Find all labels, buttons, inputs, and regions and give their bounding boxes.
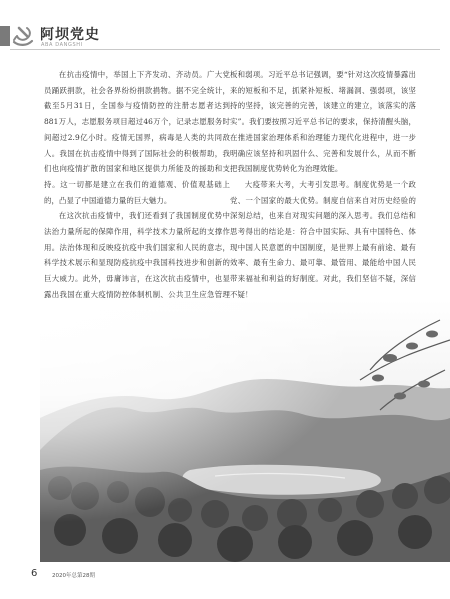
article-paragraph: 在这次抗击疫情中，我们还看到了我国制度优势中法治力量所起的保障作用，科学技术力量所起的支撑作用。法治体现和反映疫抗疫中我们国家和人民的意志，科学技术展示和显现防疫抗疫中我国科技进步和创新的巨大威力。此外，毋庸讳言，在这次抗击疫情中，也显露出我国在重大疫情防控体制机制、公共卫生应急管理 — [44, 211, 230, 299]
issue-label: 2020年总第28期 — [52, 573, 95, 579]
article-paragraph: 板和弱项。习近平总书记强调，要“针对这次疫情暴露出来的短板和不足，抓紧补短板、堵漏洞、强弱项，该坚持的坚持，该完善的完善，该建立的建立，该落实的落实”。我们要按照习近平总书记的要求，保持清醒头脑，在推进国家治理体系和治理能力现代化进程中，进一步明确应该坚持和巩固什么、完善和发展什么，从而不断把我国制度优势转化为治理效能。 — [230, 70, 416, 174]
magazine-title: 阿坝党史 — [40, 27, 100, 43]
page-number: 6 — [31, 568, 38, 579]
masthead — [0, 0, 450, 56]
landscape-photo — [40, 300, 450, 562]
magazine-subtitle: ABA DANGSHI — [41, 42, 83, 48]
article-paragraph: 在抗击疫情中，举国上下齐发动、齐动员。广大党员踊跃捐款，社会各界纷纷捐款捐物。据不完全统计，截至5月31日，全国参与疫情防控的注册志愿者达到881万人，志愿服务项目超过46万个，记录志愿服务时间超过2.9亿小时。疫情无国界，病毒是人类的共同敌人。我国在抗击疫情中得到了国际社会的积极帮助，我们也向疫情扩散的国家和地区提供力所能及的援助和支持。这一切都是建立在我们的道德观、价值观基础上的，凸显了中国道德力量的巨大魅力。 — [44, 70, 230, 205]
article-column-right — [230, 67, 416, 318]
masthead-bar — [0, 26, 10, 46]
article-column-left — [44, 67, 230, 318]
masthead-divider — [10, 49, 440, 50]
article-paragraph: 大疫带来大考，大考引发思考。制度优势是一个政党、一个国家的最大优势。制度自信来自对历史经验的深刻总结，也来自对现实问题的深入思考。我们总结和思考得出的结论是：符合中国实际、具有中国特色、体现中国人民意愿的中国制度，是世界上最有前途、最有效率、最有生命力、最可靠、最管用、最能给中国人民带来福祉和利益的好制度。对此，我们坚信不疑，深信不疑！ — [230, 179, 416, 299]
party-emblem-icon — [10, 25, 36, 47]
